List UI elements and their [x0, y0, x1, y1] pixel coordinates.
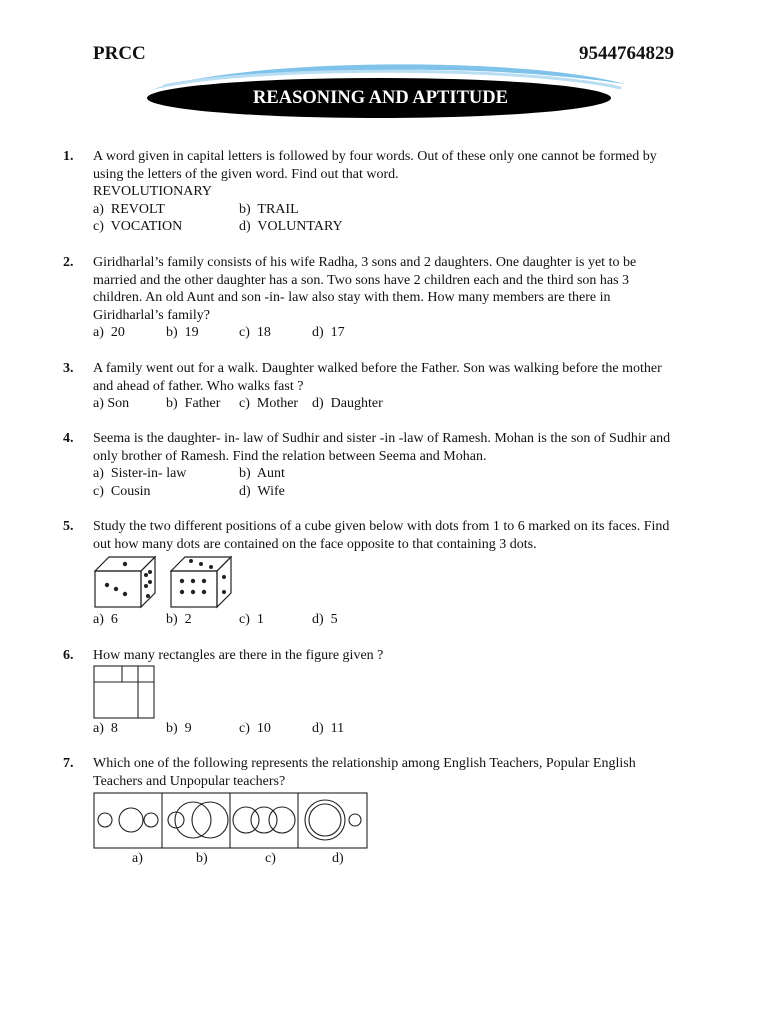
question-4	[63, 430, 703, 500]
option-b[interactable]: b) Father	[166, 396, 221, 412]
diagram-label-d[interactable]: d)	[332, 851, 344, 867]
question-number: 3.	[63, 361, 74, 376]
option-b[interactable]: b) TRAIL	[239, 201, 299, 217]
question-text: Teachers and Unpopular teachers?	[93, 773, 286, 789]
question-text: only brother of Ramesh. Find the relation between Seema and Mohan.	[93, 448, 487, 464]
option-a[interactable]: a) 6	[93, 612, 118, 628]
option-a[interactable]: a) Sister-in- law	[93, 466, 187, 482]
question-text: Giridharlal’s family?	[93, 307, 211, 323]
option-b[interactable]: b) 2	[166, 612, 192, 628]
question-text: REVOLUTIONARY	[93, 184, 212, 200]
question-text: A word given in capital letters is followed by four words. Out of these only one cannot be formed by	[93, 149, 657, 164]
question-text: married and the other daughter has a son. Two sons have 2 children each and the third son has 3	[93, 272, 630, 288]
brand-name: PRCC	[93, 43, 146, 64]
option-d[interactable]: d) Wife	[239, 483, 285, 499]
question-text: Study the two different positions of a cube given below with dots from 1 to 6 marked on its faces. Find	[93, 519, 670, 534]
option-d[interactable]: d) VOLUNTARY	[239, 219, 343, 235]
cube-2	[171, 557, 231, 607]
question-number: 7.	[63, 756, 74, 771]
banner-title: REASONING AND APTITUDE	[253, 88, 508, 108]
option-b[interactable]: b) Aunt	[239, 466, 285, 482]
option-a[interactable]: a) 8	[93, 720, 118, 736]
question-text: out how many dots are contained on the face opposite to that containing 3 dots.	[93, 536, 537, 552]
question-6	[63, 647, 703, 737]
question-2	[63, 254, 703, 342]
question-number: 6.	[63, 648, 74, 663]
question-text: using the letters of the given word. Find out that word.	[93, 166, 399, 182]
option-d[interactable]: d) 17	[312, 325, 345, 341]
venn-option-d	[305, 800, 361, 840]
venn-options-figure	[93, 792, 369, 850]
question-text: Seema is the daughter- in- law of Sudhir and sister -in -law of Ramesh. Mohan is the son of Sudhir and	[93, 431, 671, 446]
option-c[interactable]: c) Mother	[239, 396, 299, 412]
question-text: and ahead of father. Who walks fast ?	[93, 378, 304, 394]
phone-number: 9544764829	[579, 43, 674, 64]
venn-option-b	[168, 802, 228, 838]
option-c[interactable]: c) 18	[239, 325, 271, 341]
option-d[interactable]: d) 5	[312, 612, 338, 628]
option-a[interactable]: a) REVOLT	[93, 201, 165, 217]
question-7	[63, 755, 703, 868]
question-text: A family went out for a walk. Daughter walked before the Father. Son was walking before the mother	[93, 361, 662, 376]
question-text: Which one of the following represents the relationship among English Teachers, Popular English	[93, 756, 636, 771]
question-3	[63, 360, 703, 413]
question-number: 1.	[63, 149, 74, 164]
cube-positions-figure	[93, 553, 233, 611]
question-text: Giridharlal’s family consists of his wife Radha, 3 sons and 2 daughters. One daughter is yet to be	[93, 255, 637, 270]
option-b[interactable]: b) 19	[166, 325, 199, 341]
option-c[interactable]: c) 1	[239, 612, 264, 628]
option-a[interactable]: a) 20	[93, 325, 125, 341]
question-text: How many rectangles are there in the figure given ?	[93, 648, 384, 663]
title-banner	[143, 62, 628, 122]
option-b[interactable]: b) 9	[166, 720, 192, 736]
diagram-label-a[interactable]: a)	[132, 851, 143, 867]
question-number: 4.	[63, 431, 74, 446]
diagram-label-b[interactable]: b)	[196, 851, 208, 867]
question-1	[63, 148, 703, 236]
option-c[interactable]: c) Cousin	[93, 483, 151, 499]
venn-option-a	[98, 808, 158, 832]
venn-option-c	[233, 807, 295, 833]
option-d[interactable]: d) 11	[312, 720, 345, 736]
rectangles-figure	[93, 665, 157, 720]
question-5	[63, 518, 703, 629]
option-a[interactable]: a) Son	[93, 396, 130, 412]
question-number: 2.	[63, 255, 74, 270]
option-d[interactable]: d) Daughter	[312, 396, 383, 412]
option-c[interactable]: c) 10	[239, 720, 271, 736]
cube-1	[95, 557, 155, 607]
diagram-label-c[interactable]: c)	[265, 851, 276, 867]
question-text: children. An old Aunt and son -in- law also stay with them. How many members are there in	[93, 290, 611, 306]
question-number: 5.	[63, 519, 74, 534]
option-c[interactable]: c) VOCATION	[93, 219, 183, 235]
